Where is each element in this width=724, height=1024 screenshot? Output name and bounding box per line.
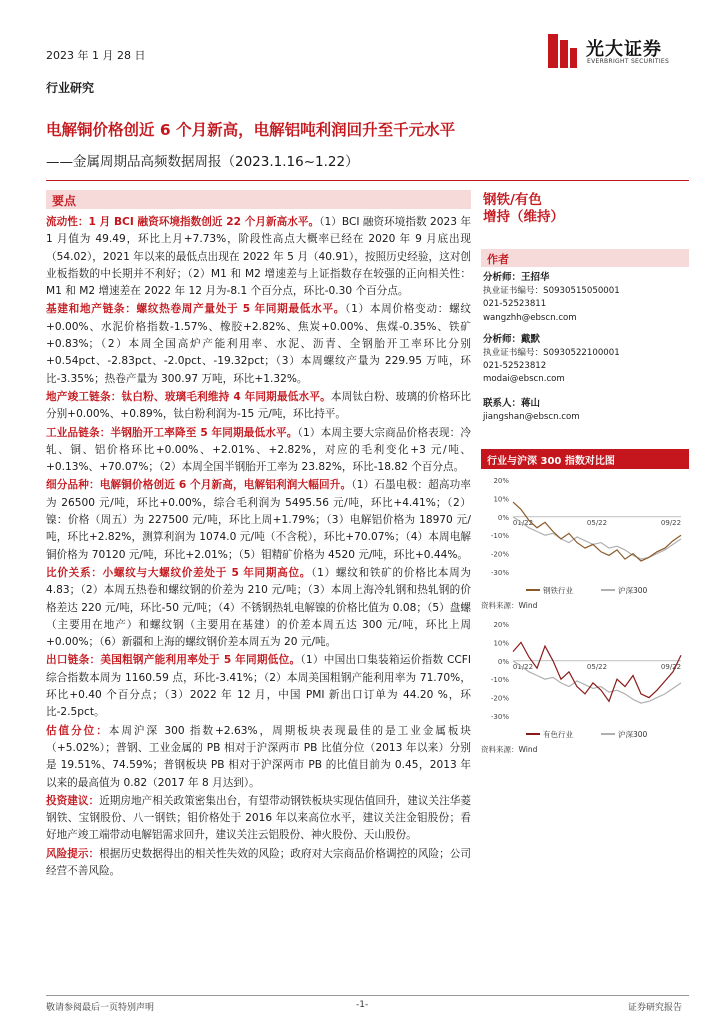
para-export: 出口链条：美国粗钢产能利用率处于 5 年同期低位。（1）中国出口集装箱运价指数 CCFI 综合指数本周为 1160.59 点，环比-3.41%；（2）本周美国粗钢产能利用率为 71.70%，环比+0.40 个百分点；（3）2022 年 12 月，中国 PMI 新出口订单为 44.20 %，环比-2.5pct。 bbox=[46, 654, 471, 719]
x-tick-label: 05/22 bbox=[586, 662, 608, 671]
y-tick-label: -30% bbox=[490, 713, 509, 721]
legend-label: 沪深300 bbox=[618, 586, 648, 595]
page-number: -1- bbox=[356, 1000, 369, 1010]
report-subtitle: ——金属周期品高频数据周报（2023.1.16~1.22） bbox=[46, 154, 359, 170]
chart-nonferrous bbox=[481, 618, 689, 753]
footer-report-type: 证券研究报告 bbox=[628, 1003, 683, 1013]
footer-divider bbox=[46, 995, 689, 996]
y-tick-label: 0% bbox=[497, 513, 509, 522]
analyst-1-email[interactable]: wangzhh@ebscn.com bbox=[483, 312, 577, 323]
analyst-2: 分析师：戴默 执业证书编号：S0930522100001 021-52523812 modai@ebscn.com bbox=[483, 333, 689, 387]
x-tick-label: 09/22 bbox=[660, 662, 682, 671]
y-tick-label: -10% bbox=[490, 532, 509, 541]
x-tick-label: 01/22 bbox=[512, 518, 534, 527]
para-completion: 地产竣工链条：钛白粉、玻璃毛利维持 4 年同期最低水平。本周钛白粉、玻璃的价格环比分别+0.00%、+0.89%，钛白粉利润为-15 元/吨，环比持平。 bbox=[46, 390, 472, 421]
footer-disclaimer[interactable]: 敬请参阅最后一页特别声明 bbox=[46, 1003, 155, 1013]
x-tick-label: 09/22 bbox=[660, 518, 682, 527]
logo-name: 光大证券 bbox=[586, 39, 662, 60]
summary-body bbox=[46, 214, 471, 881]
legend-label: 有色行业 bbox=[543, 730, 573, 739]
x-tick-label: 05/22 bbox=[586, 518, 608, 527]
chart-section-bar: 行业与沪深 300 指数对比图 bbox=[481, 449, 689, 469]
para-risk: 风险提示：根据历史数据得出的相关性失效的风险；政府对大宗商品价格调控的风险；公司经营不善风险。 bbox=[46, 847, 472, 877]
report-date: 2023 年 1 月 28 日 bbox=[46, 49, 146, 62]
para-subsectors: 细分品种：电解铜价格创近 6 个月新高，电解铝利润大幅回升。（1）石墨电极：超高功率为 26500 元/吨，环比+0.00%，综合毛利润为 5495.56 元/吨，环比+4.41%；（2）镍：价格（周五）为 227500 元/吨，环比上周+1.79%；（3）电解铝价格为 18970 元/吨，环比+2.82%，测算利润为 1074.0 元/吨（不含税），环比+70.07%；（4）本周电解铜价格为 70120 元/吨，环比+2.01%；（5）钼精矿价格为 4520 元/吨，环比+0.44%。 bbox=[46, 479, 471, 561]
report-category: 行业研究 bbox=[46, 81, 95, 95]
industry-rating: 钢铁/有色 增持（维持） bbox=[483, 192, 564, 225]
analyst-2-email[interactable]: modai@ebscn.com bbox=[483, 374, 565, 385]
chart-nonferrous-svg bbox=[481, 618, 689, 740]
analyst-1: 分析师：王招华 执业证书编号：S0930515050001 021-52523811 wangzhh@ebscn.com bbox=[483, 271, 689, 325]
everbright-logo-mark bbox=[548, 34, 578, 68]
para-investment: 投资建议：近期房地产相关政策密集出台，有望带动钢铁板块实现估值回升，建议关注华菱钢铁、宝钢股份、八一钢铁；钼价格处于 2016 年以来高位水平，建议关注金钼股份；看好地产竣工端带动电解铝需求回升，建议关注云铝股份、神火股份、天山股份。 bbox=[46, 794, 472, 842]
y-tick-label: -20% bbox=[490, 694, 509, 703]
para-price-ratio: 比价关系：小螺纹与大螺纹价差处于 5 年同期高位。（1）螺纹和铁矿的价格比本周为 4.83；（2）本周五热卷和螺纹钢的价差为 210 元/吨；（3）本周上海冷轧钢和热轧钢的价格差达 220 元/吨，环比-50 元/吨；（4）不锈钢热轧电解镍的价格比值为 0.08；（5）盘螺（主要用在地产）和螺纹钢（主要用在基建）的价差本周五达 300 元/吨，环比上周+0.00%；（6）新疆和上海的螺纹钢价差本周五为 20 元/吨。 bbox=[46, 566, 471, 649]
logo-english: EVERBRIGHT SECURITIES bbox=[587, 58, 670, 65]
summary-header-bar bbox=[46, 190, 471, 209]
analyst-list bbox=[483, 271, 689, 424]
y-tick-label: -10% bbox=[490, 676, 509, 685]
para-liquidity: 流动性：1 月 BCI 融资环境指数创近 22 个月新高水平。（1）BCI 融资环境指数 2023 年 1 月值为 49.49，环比上月+7.73%，阶段性高点大概率已经在 2020 年 9 月底出现（54.02），2021 年以来的最低点出现在 2022 年 5 月（40.91），按照历史经验，这对创业板指数的中长期并不利好；（2）M1 和 M2 增速差与上证指数存在较强的正向相关性：M1 和 M2 增速差在 2022 年 12 月为-8.1 个百分点，环比-0.30 个百分点。 bbox=[46, 216, 472, 298]
report-title: 电解铜价格创近 6 个月新高，电解铝吨利润回升至千元水平 bbox=[46, 121, 456, 139]
y-tick-label: -20% bbox=[490, 550, 509, 559]
legend-label: 钢铁行业 bbox=[543, 586, 573, 595]
y-tick-label: 20% bbox=[493, 621, 509, 629]
para-infrastructure: 基建和地产链条：螺纹热卷周产量处于 5 年同期最低水平。（1）本周价格变动：螺纹 +0.00%、水泥价格指数-1.57%、橡胶+2.82%、焦炭+0.00%、焦煤-0.35%、铁矿+0.83%；（2）本周全国高炉产能利用率、水泥、沥青、全钢胎开工率环比分别+0.54pct、-2.83pct、-2.0pct、-19.32pct；（3）本周螺纹产量为 229.95 万吨，环比-3.35%；热卷产量为 300.97 万吨，环比+1.32%。 bbox=[46, 303, 471, 385]
authors-header-bar: 作者 bbox=[481, 249, 689, 267]
para-industrial: 工业品链条：半钢胎开工率降至 5 年同期最低水平。（1）本周主要大宗商品价格表现：冷轧、铜、铝价格环比+0.00%、+2.01%、+2.82%，对应的毛利变化+3 元/吨、+0.13%、+70.07%；（2）本周全国半钢胎开工率为 23.82%，环比-18.82 个百分点。 bbox=[46, 426, 471, 474]
x-tick-label: 01/22 bbox=[512, 662, 534, 671]
para-valuation: 估值分位：本周沪深 300 指数+2.63%，周期板块表现最佳的是工业金属板块（+5.02%）；普钢、工业金属的 PB 相对于沪深两市 PB 比值分位（2013 年以来）分别是 19.51%、74.59%；普钢板块 PB 相对于沪深两市 PB 的比值目前为 0.45，2013 年以来的最高值为 0.82（2017 年 8 月达到）。 bbox=[46, 724, 472, 789]
summary-label: 要点 bbox=[52, 194, 77, 208]
contact: 联系人：蒋山 jiangshan@ebscn.com bbox=[483, 397, 689, 424]
series-line bbox=[513, 642, 681, 701]
y-tick-label: 10% bbox=[493, 639, 509, 648]
chart-steel-source: 资料来源：Wind bbox=[481, 601, 538, 610]
chart-steel bbox=[481, 474, 689, 609]
y-tick-label: -30% bbox=[490, 569, 509, 577]
y-tick-label: 10% bbox=[493, 495, 509, 504]
header-divider bbox=[46, 180, 689, 181]
contact-email[interactable]: jiangshan@ebscn.com bbox=[483, 411, 580, 422]
y-tick-label: 20% bbox=[493, 477, 509, 485]
legend-label: 沪深300 bbox=[618, 730, 648, 739]
chart-steel-svg bbox=[481, 474, 689, 596]
y-tick-label: 0% bbox=[497, 657, 509, 666]
chart-nonferrous-source: 资料来源：Wind bbox=[481, 745, 538, 754]
